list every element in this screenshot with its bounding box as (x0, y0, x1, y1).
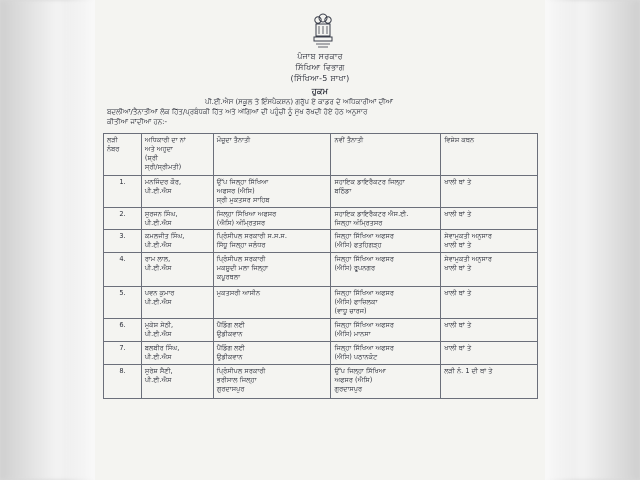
cell-line: ਪੀ.ਈ.ਐਸ (144, 218, 172, 227)
cell-new-posting (331, 253, 441, 287)
table-row (104, 364, 538, 398)
header-branch: (ਸਿੱਖਿਆ-5 ਸ਼ਾਖਾ) (290, 74, 350, 83)
cell-line: 2. (119, 209, 126, 218)
table-row (104, 207, 538, 230)
cell-remarks (441, 342, 538, 365)
cell-line: 6. (119, 321, 126, 330)
cell-line: ਪੀ.ਈ.ਐਸ (144, 298, 172, 307)
table-row (104, 342, 538, 365)
cell-line: ਪੀ.ਈ.ਐਸ (144, 330, 172, 339)
cell-line: ਜਿਲ੍ਹਾ ਸਿੱਖਿਆ ਅਫਸਰ (334, 321, 394, 330)
cell-current-posting (213, 207, 331, 230)
cell-line: 1. (119, 178, 126, 186)
cell-line: ਸੁਰੇਸ਼ ਸੈਣੀ, (144, 366, 173, 375)
cell-line: ਰਾਮ ਲਾਲ, (144, 255, 171, 264)
header-order-title: ਹੁਕਮ (311, 87, 329, 96)
cell-line: ਖਾਲੀ ਥਾਂ ਤੇ (444, 321, 472, 330)
cell-line: ਅਫਸਰ (ਐਸਿ) (334, 375, 373, 384)
cell-line: ਅਫਸਰ (ਐਸਿ) (216, 186, 255, 195)
cell-new-posting (331, 342, 441, 365)
cell-line: ਖਾਲੀ ਥਾਂ ਤੇ (444, 209, 472, 218)
cell-line: (ਐਸਿ) ਫਤਹਿਗੜ੍ਹ (334, 241, 382, 250)
cell-new-posting (331, 230, 441, 253)
col-header-officer (141, 134, 213, 176)
cell-line: ਮਕਸੂਦੀ ਮਲਾ ਜਿਲ੍ਹਾ (216, 264, 269, 273)
cell-officer (141, 364, 213, 398)
cell-current-posting (213, 230, 331, 253)
cell-officer (141, 207, 213, 230)
cell-line: ਗੁਰਦਾਸਪੁਰ (216, 384, 245, 393)
cell-line: ਪੈਂਡਿੰਗ ਲਈ (216, 321, 245, 330)
cell-line: ਕਪੂਰਥਲਾ (216, 273, 241, 282)
cell-serial (104, 287, 142, 319)
cell-line: ਪੀ.ਈ.ਐਸ (144, 241, 172, 250)
cell-line: ਮਨਜਿੰਦਰ ਕੌਰ, (144, 178, 182, 186)
cell-line: ਜਿਲ੍ਹਾ ਸਿੱਖਿਆ ਅਫਸਰ (334, 289, 394, 298)
cell-remarks (441, 364, 538, 398)
table-row (104, 176, 538, 208)
table-body (104, 176, 538, 399)
document-page (95, 0, 545, 480)
cell-officer (141, 176, 213, 208)
cell-serial (104, 230, 142, 253)
cell-line: ਮੁਕਤਸਰੀ ਆਸੀਨ (216, 289, 261, 298)
cell-remarks (441, 230, 538, 253)
cell-line: ਨਵੀਂ ਤੈਨਾਤੀ (334, 136, 364, 144)
cell-line: ਸਹਾਇਕ ਡਾਇਰੈਕਟਰ ਜਿਲ੍ਹਾ (334, 178, 405, 186)
cell-line: (ਵਾਧੂ ਚਾਰਜ) (334, 307, 367, 316)
cell-line: ਖਾਲੀ ਥਾਂ ਤੇ (444, 289, 472, 298)
col-header-remarks (441, 134, 538, 176)
cell-line: ਪਵਨ ਕੁਮਾਰ (144, 289, 175, 298)
cell-line: ਉਡੀਕਵਾਨ (216, 330, 243, 339)
cell-line: ਸੁਰਜਨ ਸਿੰਘ, (144, 209, 178, 218)
cell-line: ਅਧਿਕਾਰੀ ਦਾ ਨਾਂ (144, 136, 186, 144)
table-row (104, 287, 538, 319)
cell-line: ਸ੍ਰੀ/ਸ੍ਰੀਮਤੀ) (144, 162, 182, 171)
cell-line: (ਐਸਿ) ਫਾਜ਼ਿਲਕਾ (334, 298, 378, 307)
cell-line: ਪੀ.ਈ.ਐਸ (144, 264, 172, 273)
cell-new-posting (331, 287, 441, 319)
cell-line: ਗੁਰਦਾਸਪੁਰ (334, 384, 363, 393)
cell-line: ਬਠਿੰਡਾ (334, 186, 352, 195)
cell-line: ਬਲਬੀਰ ਸਿੰਘ, (144, 344, 180, 353)
cell-remarks (441, 207, 538, 230)
cell-line: ਪ੍ਰਿੰਸੀਪਲ ਸਰਕਾਰੀ ਸ.ਸ.ਸ. (216, 232, 287, 241)
cell-line: ਲੜੀ ਨੰ. 1 ਦੀ ਥਾਂ ਤੇ (444, 366, 493, 375)
intro-line-2: ਬਦਲੀਆਂ/ਤੈਨਾਤੀਆਂ ਲੋਕ ਹਿੱਤ/ਪ੍ਰਬੰਧਕੀ ਹਿੱਤ ਅਤੇ ਅੱਗਿਆਂ ਦੀ ਪਹੁੰਚੀ ਨੂੰ ਮੁੱਖ ਰੱਖਦੀ ਹੋਏ ਹੇਠ ਅਨੁਸਾਰ (107, 108, 368, 116)
transfer-table (103, 133, 538, 399)
cell-line: ਜਿਲ੍ਹਾ ਸਿੱਖਿਆ ਅਫਸਰ (216, 209, 277, 218)
cell-officer (141, 342, 213, 365)
cell-line: ਅਤੇ ਅਹੁਦਾ (144, 144, 173, 153)
cell-current-posting (213, 364, 331, 398)
cell-line: ਖਾਲੀ ਥਾਂ ਤੇ (444, 241, 472, 250)
cell-line: ਮੁਕੇਸ਼ ਸੇਠੀ, (144, 321, 174, 330)
cell-officer (141, 230, 213, 253)
cell-line: ਸੇਵਾਮੁਕਤੀ ਅਨੁਸਾਰ (444, 255, 492, 264)
cell-line: ਖਾਲੀ ਥਾਂ ਤੇ (444, 264, 472, 273)
cell-serial (104, 253, 142, 287)
cell-current-posting (213, 176, 331, 208)
header-government: ਪੰਜਾਬ ਸਰਕਾਰ (297, 52, 343, 61)
cell-serial (104, 364, 142, 398)
cell-line: ਪੀ.ਈ.ਐਸ (144, 352, 172, 361)
cell-line: (ਐਸਿ) ਪਠਾਨਕੋਟ (334, 352, 378, 361)
cell-serial (104, 207, 142, 230)
table-row (104, 230, 538, 253)
cell-line: ਜਿਲ੍ਹਾ ਅੰਮ੍ਰਿਤਸਰ (334, 218, 383, 227)
cell-current-posting (213, 287, 331, 319)
cell-line: (ਐਸਿ) ਮਾਨਸਾ (334, 330, 371, 339)
cell-officer (141, 287, 213, 319)
cell-new-posting (331, 176, 441, 208)
cell-line: ਸੇਵਾਮੁਕਤੀ ਅਨੁਸਾਰ (444, 232, 492, 241)
cell-serial (104, 319, 142, 342)
cell-remarks (441, 319, 538, 342)
cell-current-posting (213, 342, 331, 365)
col-header-current-posting (213, 134, 331, 176)
cell-line: ਨੰਬਰ (107, 144, 120, 153)
cell-line: ਸਹਾਇਕ ਡਾਇਰੈਕਟਰ ਐਸ.ਈ. (334, 209, 409, 218)
cell-line: ਕਮਲਜੀਤ ਸਿੰਘ, (144, 232, 185, 241)
cell-line: ਜਿਲ੍ਹਾ ਸਿੱਖਿਆ ਅਫਸਰ (334, 232, 394, 241)
cell-remarks (441, 176, 538, 208)
table-row (104, 253, 538, 287)
intro-line-3: ਕੀਤੀਆਂ ਜਾਂਦੀਆਂ ਹਨ:- (107, 118, 168, 126)
cell-new-posting (331, 319, 441, 342)
cell-remarks (441, 253, 538, 287)
cell-line: ਉਡੀਕਵਾਨ (216, 352, 243, 361)
header-department: ਸਿੱਖਿਆ ਵਿਭਾਗ (295, 63, 345, 72)
backdrop-fade-left (65, 0, 95, 480)
cell-line: 4. (119, 255, 126, 264)
cell-line: ਮੌਜੂਦਾ ਤੈਨਾਤੀ (216, 136, 251, 144)
cell-officer (141, 253, 213, 287)
cell-line: ਉੱਪ ਜਿਲ੍ਹਾ ਸਿੱਖਿਆ (216, 178, 269, 186)
state-emblem-icon (310, 12, 336, 50)
cell-line: ਵਿਸ਼ੇਸ਼ ਕਥਨ (444, 136, 475, 144)
cell-line: 5. (119, 289, 126, 298)
cell-line: ਜਿਲ੍ਹਾ ਸਿੱਖਿਆ ਅਫਸਰ (334, 255, 394, 264)
cell-remarks (441, 287, 538, 319)
cell-line: ਲੜੀ (107, 136, 118, 144)
cell-line: (ਐਸਿ) ਅੰਮ੍ਰਿਤਸਰ (216, 218, 266, 227)
cell-new-posting (331, 364, 441, 398)
cell-line: ਪੈਂਡਿੰਗ ਲਈ (216, 344, 245, 353)
col-header-new-posting (331, 134, 441, 176)
cell-line: ਪੀ.ਈ.ਐਸ (144, 375, 172, 384)
cell-serial (104, 342, 142, 365)
cell-line: 7. (119, 344, 126, 353)
backdrop-fade-right (545, 0, 575, 480)
cell-line: ਸ੍ਰੀ ਮੁਕਤਸਰ ਸਾਹਿਬ (216, 195, 270, 204)
cell-line: ਉੱਪ ਜਿਲ੍ਹਾ ਸਿੱਖਿਆ (334, 366, 386, 375)
cell-line: ਭਰੀਸਾਲ ਜਿਲ੍ਹਾ (216, 375, 257, 384)
intro-line-1: ਪੀ.ਈ.ਐਸ (ਸਕੂਲ ਤੇ ਇੰਸਪੈਕਸ਼ਨ) ਗਰੁੱਪ ਏ ਕਾਡਰ ਦੇ ਅਧਿਕਾਰੀਆਂ ਦੀਆਂ (205, 98, 394, 106)
col-header-serial (104, 134, 142, 176)
cell-new-posting (331, 207, 441, 230)
cell-line: (ਐਸਿ) ਰੂਪਨਗਰ (334, 264, 376, 273)
cell-line: ਪ੍ਰਿੰਸੀਪਲ ਸਰਕਾਰੀ (216, 366, 266, 375)
cell-line: ਪੀ.ਈ.ਐਸ (144, 186, 172, 195)
cell-line: ਜਿਲ੍ਹਾ ਸਿੱਖਿਆ ਅਫਸਰ (334, 344, 394, 353)
cell-line: 8. (119, 366, 126, 375)
cell-line: ਖਾਲੀ ਥਾਂ ਤੇ (444, 344, 472, 353)
cell-line: (ਸ਼੍ਰੀ (144, 153, 158, 162)
cell-serial (104, 176, 142, 208)
table-row (104, 319, 538, 342)
cell-line: ਪ੍ਰਿੰਸੀਪਲ ਸਰਕਾਰੀ (216, 255, 266, 264)
cell-line: ਖਾਲੀ ਥਾਂ ਤੇ (444, 178, 472, 186)
cell-current-posting (213, 319, 331, 342)
cell-officer (141, 319, 213, 342)
cell-line: 3. (119, 232, 126, 241)
cell-line: ਸਿੱਧੂ ਜਿਲ੍ਹਾ ਜਲੰਧਰ (216, 241, 266, 250)
cell-current-posting (213, 253, 331, 287)
table-header-row (104, 134, 538, 176)
